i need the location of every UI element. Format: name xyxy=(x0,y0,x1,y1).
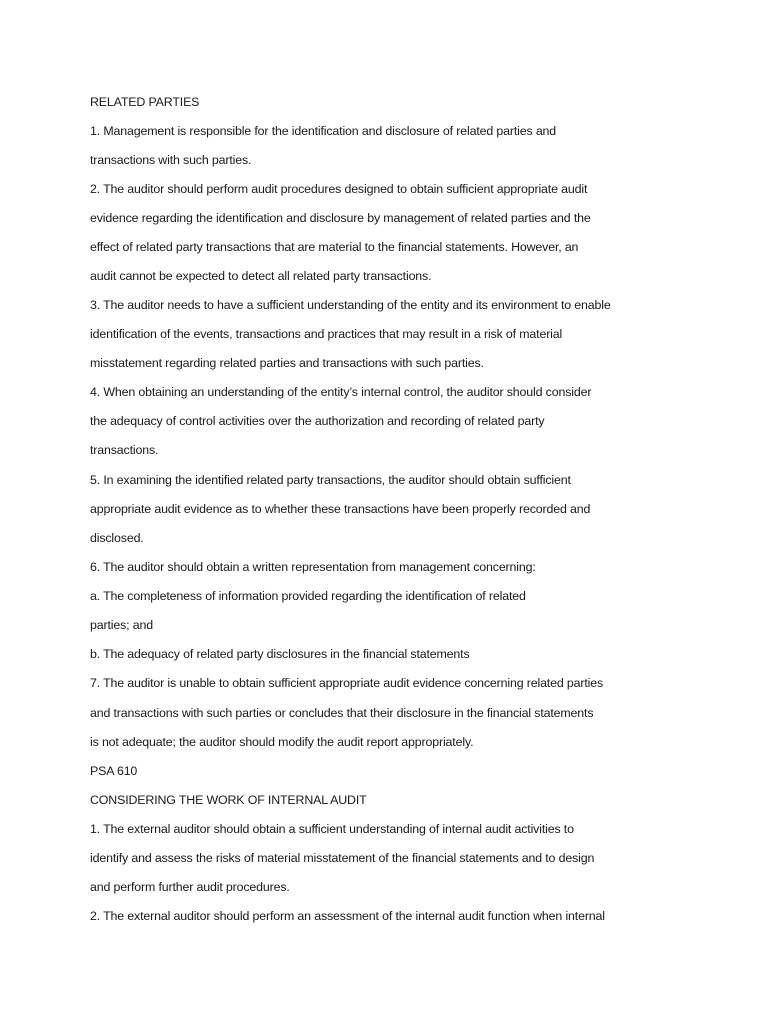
paragraph-line: transactions. xyxy=(90,443,159,457)
paragraph-line: misstatement regarding related parties and transactions with such parties. xyxy=(90,356,484,370)
paragraph-line: disclosed. xyxy=(90,531,144,545)
paragraph-line: 1. The external auditor should obtain a sufficient understanding of internal audit activities to xyxy=(90,822,574,836)
section-heading-internal-audit: CONSIDERING THE WORK OF INTERNAL AUDIT xyxy=(90,793,367,807)
section-heading-related-parties: RELATED PARTIES xyxy=(90,95,200,109)
paragraph-line: evidence regarding the identification and disclosure by management of related parties and the xyxy=(90,211,591,225)
paragraph-line: the adequacy of control activities over the authorization and recording of related party xyxy=(90,414,545,428)
paragraph-line: transactions with such parties. xyxy=(90,153,252,167)
paragraph-line: 7. The auditor is unable to obtain sufficient appropriate audit evidence concerning related parties xyxy=(90,676,604,690)
paragraph-line: appropriate audit evidence as to whether these transactions have been properly recorded and xyxy=(90,502,591,516)
paragraph-line: 5. In examining the identified related party transactions, the auditor should obtain sufficient xyxy=(90,473,571,487)
paragraph-line: is not adequate; the auditor should modify the audit report appropriately. xyxy=(90,735,474,749)
paragraph-line: 4. When obtaining an understanding of the entity’s internal control, the auditor should consider xyxy=(90,385,592,399)
paragraph-line: b. The adequacy of related party disclosures in the financial statements xyxy=(90,647,470,661)
section-label-psa-610: PSA 610 xyxy=(90,764,138,778)
paragraph-line: 1. Management is responsible for the identification and disclosure of related parties and xyxy=(90,124,557,138)
paragraph-line: identification of the events, transactions and practices that may result in a risk of material xyxy=(90,327,563,341)
paragraph-line: 2. The external auditor should perform an assessment of the internal audit function when internal xyxy=(90,909,605,923)
paragraph-line: and transactions with such parties or concludes that their disclosure in the financial statements xyxy=(90,706,594,720)
paragraph-line: parties; and xyxy=(90,618,153,632)
paragraph-line: 3. The auditor needs to have a sufficient understanding of the entity and its environment to enable xyxy=(90,298,611,312)
paragraph-line: 6. The auditor should obtain a written representation from management concerning: xyxy=(90,560,536,574)
paragraph-line: and perform further audit procedures. xyxy=(90,880,290,894)
paragraph-line: effect of related party transactions that are material to the financial statements. However, an xyxy=(90,240,579,254)
paragraph-line: a. The completeness of information provided regarding the identification of related xyxy=(90,589,526,603)
paragraph-line: identify and assess the risks of material misstatement of the financial statements and to design xyxy=(90,851,595,865)
paragraph-line: 2. The auditor should perform audit procedures designed to obtain sufficient appropriate audit xyxy=(90,182,588,196)
paragraph-line: audit cannot be expected to detect all related party transactions. xyxy=(90,269,432,283)
